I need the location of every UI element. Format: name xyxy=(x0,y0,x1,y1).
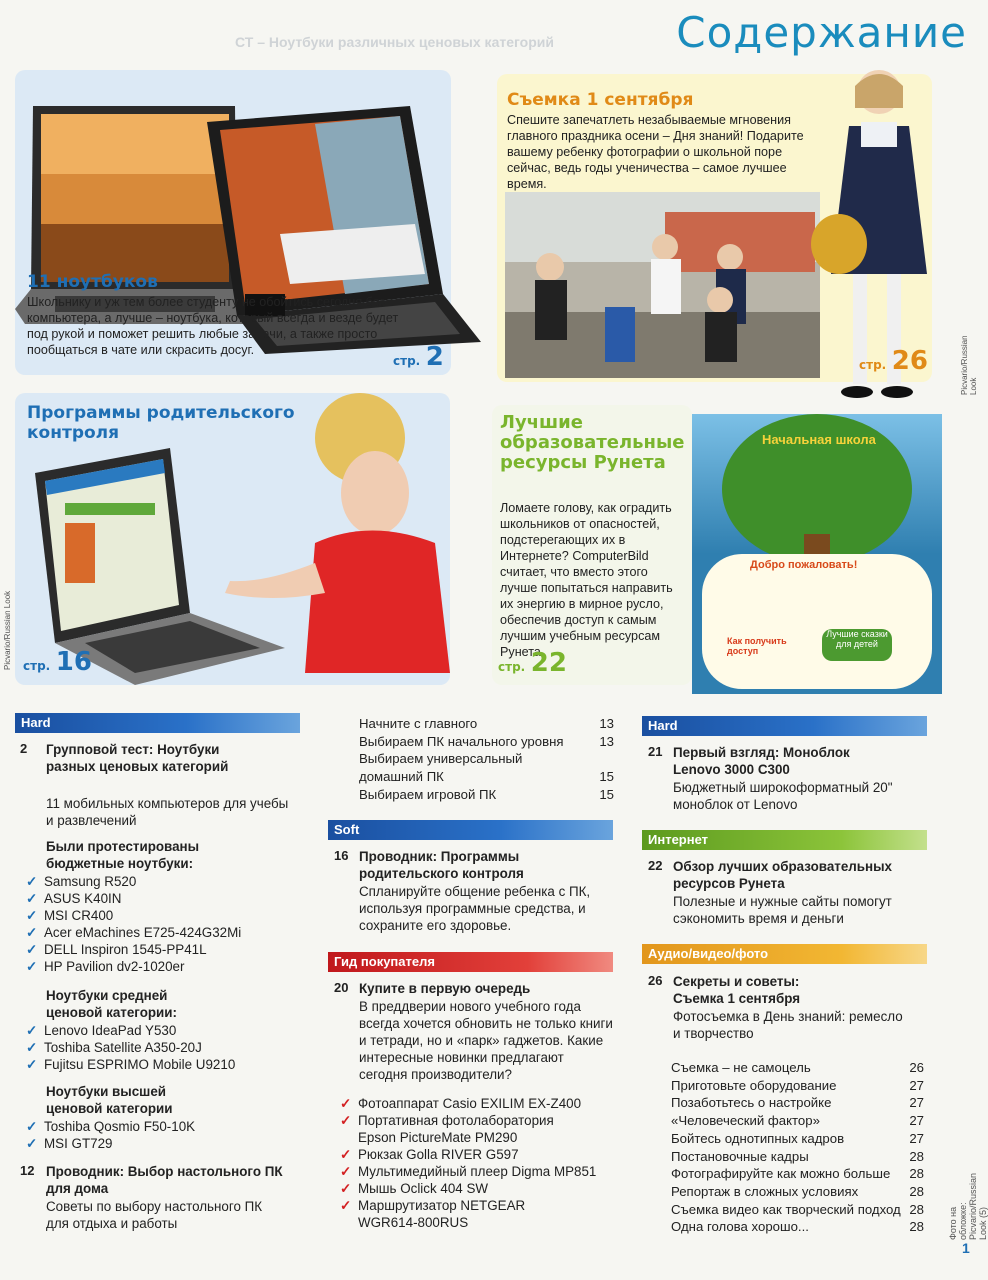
top-list xyxy=(24,1118,195,1152)
entry-20-title: Купите в первую очередь xyxy=(359,981,531,996)
entry-21-title: Первый взгляд: Моноблок Lenovo 3000 C300 xyxy=(673,745,850,777)
entry-22-desc: Полезные и нужные сайты помогут сэкономить время и деньги xyxy=(673,894,892,926)
list-item: ✓ Acer eMachines E725-424G32Mi xyxy=(26,925,242,940)
list-item: ✓ Toshiba Qosmio F50-10K xyxy=(26,1119,196,1134)
site-logo: Начальная школа xyxy=(762,432,876,447)
school-site-screenshot xyxy=(692,414,942,694)
toc-row[interactable]: Выбираем игровой ПК 15 xyxy=(359,786,614,802)
toc-row[interactable]: Фотографируйте как можно больше 28 xyxy=(671,1166,924,1182)
entry-2-number: 2 xyxy=(20,741,28,756)
parental-card[interactable] xyxy=(15,393,450,685)
budget-group-title: Были протестированы бюджетные ноутбуки: xyxy=(46,839,200,871)
photo-credit-left: Picvario/Russian Look xyxy=(3,590,12,670)
entry-22-title: Обзор лучших образовательных ресурсов Рунета xyxy=(673,859,892,891)
resources-card[interactable] xyxy=(492,405,692,685)
list-item: ✓ Мультимедийный плеер Digma MP851 xyxy=(340,1164,597,1179)
entry-22-number: 22 xyxy=(648,858,663,873)
entry-26-number: 26 xyxy=(648,973,663,988)
photo-tips-rows xyxy=(671,1059,924,1236)
entry-2-desc: 11 мобильных компьютеров для учебы и развлечений xyxy=(46,796,289,828)
list-item: ✓ DELL Inspiron 1545-PP41L xyxy=(26,942,207,957)
list-item: ✓ Мышь Oclick 404 SW xyxy=(340,1181,489,1196)
site-welcome: Добро пожаловать! xyxy=(750,559,858,571)
photo-day-page-ref[interactable]: стр. 26 xyxy=(859,346,928,376)
middle-list xyxy=(24,1022,235,1073)
entry-12-number: 12 xyxy=(20,1163,35,1178)
resources-page-ref[interactable]: стр. 22 xyxy=(498,648,567,678)
ghost-header-text: СТ – Ноутбуки различных ценовых категорий xyxy=(235,34,554,50)
toc-row[interactable]: «Человеческий фактор» 27 xyxy=(671,1113,924,1129)
toc-row[interactable]: Выбираем ПК начального уровня 13 xyxy=(359,733,614,749)
list-item: ✓ Fujitsu ESPRIMO Mobile U9210 xyxy=(26,1057,236,1072)
toc-row[interactable]: Постановочные кадры 28 xyxy=(671,1148,924,1164)
parental-page-ref[interactable]: стр. 16 xyxy=(23,647,92,677)
entry-12-desc: Советы по выбору настольного ПК для отдыха и работы xyxy=(46,1199,263,1231)
list-item: ✓ Toshiba Satellite A350-20J xyxy=(26,1040,202,1055)
section-hard-header: Hard xyxy=(15,713,300,733)
toc-row[interactable]: Начните с главного 13 xyxy=(359,716,614,731)
entry-26-title: Секреты и советы: Съемка 1 сентября xyxy=(673,974,801,1006)
list-item: ✓ Маршрутизатор NETGEAR WGR614-800RUS xyxy=(340,1198,526,1230)
section-audio-header: Аудио/видео/фото xyxy=(642,944,927,964)
buyer-list xyxy=(338,1095,608,1231)
list-item: ✓ Lenovo IdeaPad Y530 xyxy=(26,1023,177,1038)
entry-16-number: 16 xyxy=(334,848,349,863)
entry-21-number: 21 xyxy=(648,744,663,759)
site-button-access: Как получить доступ xyxy=(727,636,787,656)
photo-day-title: Съемка 1 сентября xyxy=(507,90,694,110)
list-item: ✓ MSI CR400 xyxy=(26,908,114,923)
list-item: ✓ Портативная фотолаборатория Epson PictureMate PM290 xyxy=(340,1113,554,1145)
photo-day-text: Спешите запечатлеть незабываемые мгновения главного праздника осени – Дня знаний! Подарите вашему ребенку фотографии о школьной поре сейчас, ведь годы ученичества – самое лучшее время. xyxy=(507,113,804,191)
photo-credit-right: Picvario/Russian Look xyxy=(960,335,978,395)
section-buyer-header: Гид покупателя xyxy=(328,952,613,972)
parental-title: Программы родительского контроля xyxy=(27,403,295,443)
budget-list xyxy=(24,873,241,975)
toc-row[interactable]: Съемка видео как творческий подход 28 xyxy=(671,1201,924,1217)
entry-12-title: Проводник: Выбор настольного ПК для дома xyxy=(46,1164,283,1196)
section-soft-header: Soft xyxy=(328,820,613,840)
site-button-tales: Лучшие сказки для детей xyxy=(822,629,892,661)
top-group-title: Ноутбуки высшей ценовой категории xyxy=(46,1084,173,1116)
cover-photo-credit: Фото на обложке: Picvario/Russian Look (5) xyxy=(948,1172,988,1240)
entry-16-title: Проводник: Программы родительского контроля xyxy=(359,849,524,881)
list-item: ✓ ASUS K40IN xyxy=(26,891,122,906)
entry-2-title: Групповой тест: Ноутбуки разных ценовых категорий xyxy=(46,742,229,774)
entry-16-desc: Спланируйте общение ребенка с ПК, используя программные средства, и сохраните его здоровье. xyxy=(359,884,591,933)
list-item: ✓ Рюкзак Golla RIVER G597 xyxy=(340,1147,519,1162)
toc-row[interactable]: Съемка – не самоцель 26 xyxy=(671,1060,924,1075)
resources-text: Ломаете голову, как оградить школьников от опасностей, подстерегающих их в Интернете? ComputerBild считает, что вместо этого лучше попытаться направить их энергию в мирное русло, обеспечив доступ к самым лучшим учебным ресурсам Рунета. xyxy=(500,501,673,659)
list-item: ✓ MSI GT729 xyxy=(26,1136,113,1151)
resources-title: Лучшие образовательные ресурсы Рунета xyxy=(500,412,685,473)
page-title: Содержание xyxy=(676,8,967,57)
pc-guide-rows xyxy=(359,715,614,804)
girl-laptop-photo xyxy=(25,393,450,685)
list-item: ✓ Samsung R520 xyxy=(26,874,137,889)
schoolkids-photo xyxy=(505,192,820,378)
toc-row[interactable]: Приготовьте оборудование 27 xyxy=(671,1077,924,1093)
notebooks-title: 11 ноутбуков xyxy=(27,272,158,292)
middle-group-title: Ноутбуки средней ценовой категории: xyxy=(46,988,177,1020)
notebooks-text: Школьнику и уж тем более студенту не обойтись сегодня без компьютера, а лучше – ноутбука, который всегда и везде будет под рукой и поможет решить любые задачи, а также просто пообщаться в чате или скрасить досуг. xyxy=(27,295,399,357)
entry-21-desc: Бюджетный широкоформатный 20" моноблок от Lenovo xyxy=(673,780,893,812)
toc-row[interactable]: Бойтесь однотипных кадров 27 xyxy=(671,1130,924,1146)
notebooks-card[interactable] xyxy=(15,70,451,375)
page-number: 1 xyxy=(962,1240,970,1256)
list-item: ✓ HP Pavilion dv2-1020er xyxy=(26,959,185,974)
section-internet-header: Интернет xyxy=(642,830,927,850)
notebooks-page-ref[interactable]: стр. 2 xyxy=(393,342,444,372)
entry-20-number: 20 xyxy=(334,980,349,995)
section-hard2-header: Hard xyxy=(642,716,927,736)
photo-day-card[interactable] xyxy=(497,74,932,382)
entry-20-desc: В преддверии нового учебного года всегда хочется обновить не только книги и тетради, но и «парк» гаджетов. Какие интересные новинки предлагают сегодня производители? xyxy=(359,999,613,1082)
toc-row[interactable]: Репортаж в сложных условиях 28 xyxy=(671,1183,924,1199)
entry-26-desc: Фотосъемка в День знаний: ремесло и творчество xyxy=(673,1009,903,1041)
toc-row[interactable]: Одна голова хорошо... 28 xyxy=(671,1219,924,1235)
list-item: ✓ Фотоаппарат Casio EXILIM EX-Z400 xyxy=(340,1096,582,1111)
toc-row[interactable]: Позаботьтесь о настройке 27 xyxy=(671,1095,924,1111)
toc-row[interactable]: Выбираем универсальный домашний ПК 15 xyxy=(359,751,614,785)
